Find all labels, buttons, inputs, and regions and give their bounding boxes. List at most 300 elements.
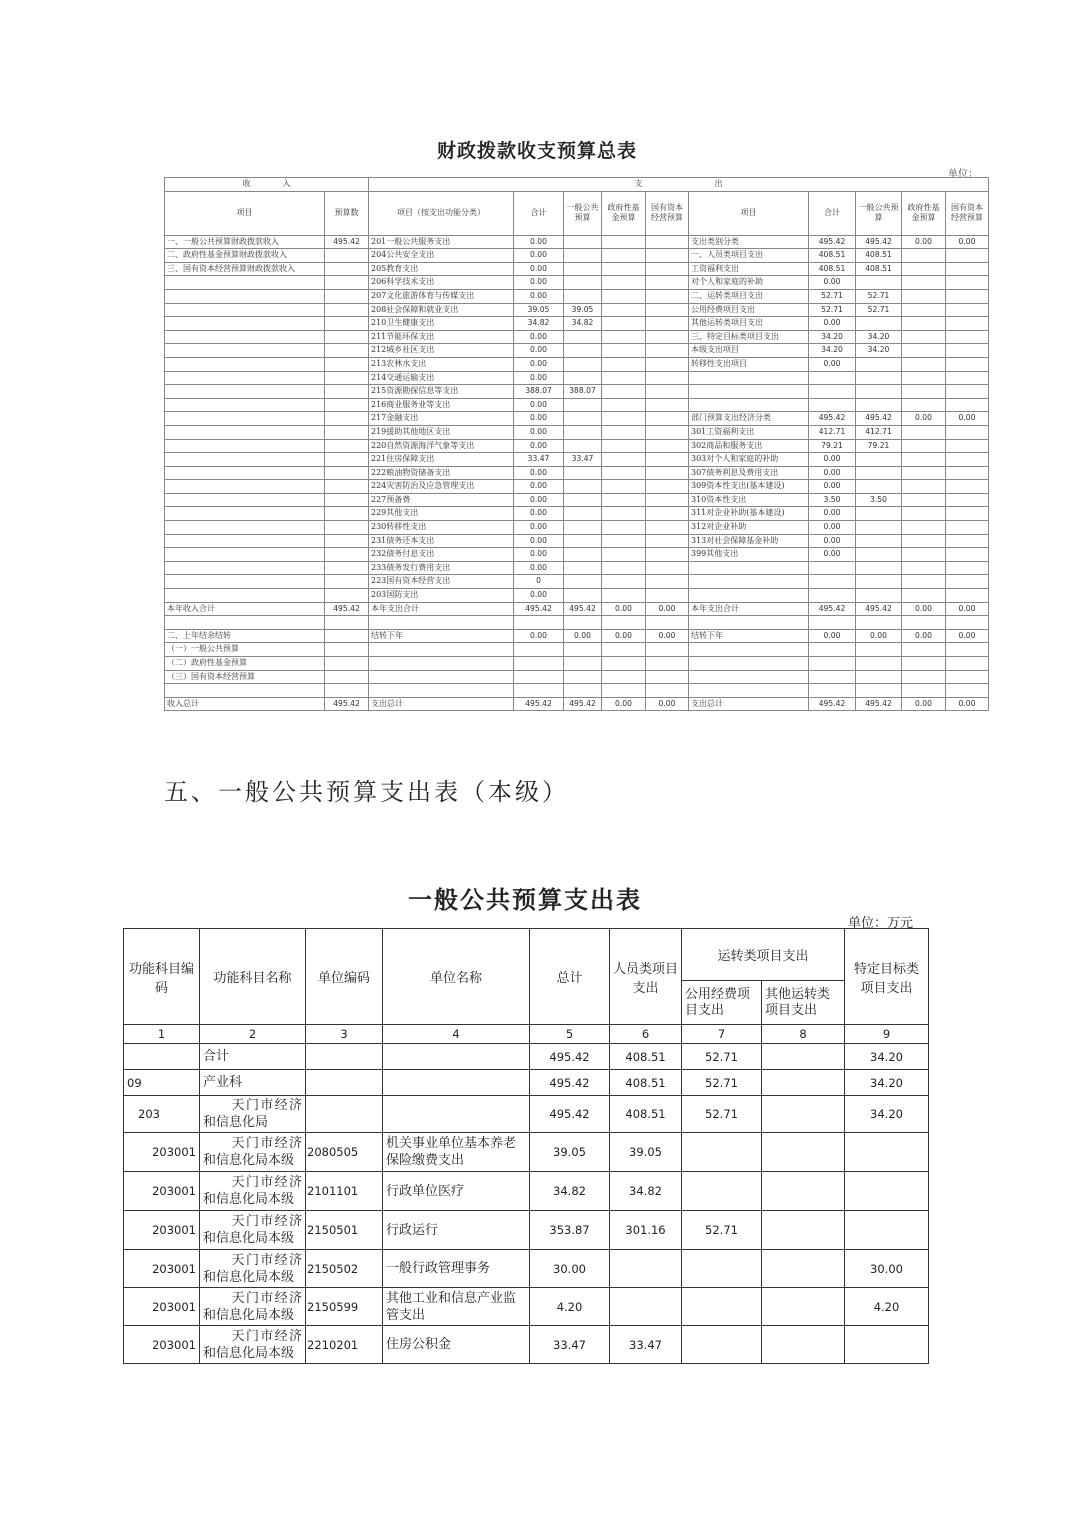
table1-cell	[946, 330, 989, 344]
col-header-govfund: 政府性基金预算	[602, 191, 646, 235]
table1-cell: 203国防支出	[369, 589, 514, 603]
table1-cell	[689, 670, 809, 684]
table1-cell	[325, 629, 369, 643]
table1-cell	[369, 657, 514, 671]
table1-cell	[602, 344, 646, 358]
table1-cell	[602, 330, 646, 344]
table2-cell-c8	[762, 1096, 845, 1133]
table1-cell	[646, 317, 689, 331]
table2-cell-c8	[762, 1250, 845, 1288]
table1-unit: 单位：	[948, 169, 978, 180]
table1-cell: 223国有资本经营支出	[369, 575, 514, 589]
table1-cell	[325, 575, 369, 589]
table1-cell	[165, 330, 325, 344]
table2-cell-c6: 408.51	[610, 1044, 682, 1070]
table1-cell	[165, 344, 325, 358]
table1-cell	[602, 521, 646, 535]
col-header-general: 一般公共预算	[564, 191, 602, 235]
table1-cell: 495.42	[564, 697, 602, 711]
table1-cell: 0.00	[946, 235, 989, 249]
table1-cell	[325, 330, 369, 344]
table1-cell	[325, 534, 369, 548]
table2-row	[124, 1070, 929, 1096]
table2-cell-c7	[682, 1326, 762, 1364]
table1-cell	[946, 317, 989, 331]
col-header-specific: 特定目标类项目支出	[845, 929, 929, 1025]
table1-cell: 224灾害防治及应急管理支出	[369, 480, 514, 494]
table1-cell	[602, 657, 646, 671]
table1-cell	[646, 262, 689, 276]
col-header-total2: 合计	[809, 191, 856, 235]
table2-cell-c9: 34.20	[845, 1096, 929, 1133]
table1-cell: 408.51	[809, 249, 856, 263]
table1-cell	[902, 561, 946, 575]
table1-row	[165, 616, 989, 630]
budget-summary-table	[164, 177, 989, 711]
table1-cell	[856, 684, 902, 698]
table1-cell: 217金融支出	[369, 412, 514, 426]
table1-cell	[946, 616, 989, 630]
table1-cell: 0.00	[514, 521, 564, 535]
table2-cell-c1: 203001	[124, 1326, 200, 1364]
table1-cell	[602, 412, 646, 426]
table1-cell	[856, 589, 902, 603]
table1-cell: 399其他支出	[689, 548, 809, 562]
table1-cell	[165, 385, 325, 399]
table2-cell-c1	[124, 1044, 200, 1070]
table1-cell: 0.00	[809, 453, 856, 467]
table1-cell: 39.05	[514, 303, 564, 317]
table2-cell-c7	[682, 1288, 762, 1326]
table1-cell	[646, 412, 689, 426]
table2-cell-c4	[383, 1096, 530, 1133]
table1-cell	[902, 317, 946, 331]
table2-cell-c4: 行政单位医疗	[383, 1172, 530, 1211]
table1-cell	[165, 303, 325, 317]
table1-cell	[646, 385, 689, 399]
table1-cell	[689, 643, 809, 657]
col-header-govfund2: 政府性基金预算	[902, 191, 946, 235]
table1-cell	[689, 575, 809, 589]
table1-cell: 388.07	[564, 385, 602, 399]
table1-cell: 0.00	[946, 602, 989, 616]
table1-cell	[564, 466, 602, 480]
table2-cell-c7: 52.71	[682, 1070, 762, 1096]
table1-cell	[564, 670, 602, 684]
table1-cell: 0.00	[809, 507, 856, 521]
table1-cell	[602, 371, 646, 385]
table1-cell	[856, 276, 902, 290]
table2-row	[124, 1133, 929, 1172]
table1-cell	[602, 276, 646, 290]
col-header-other-op: 其他运转类项目支出	[762, 981, 845, 1025]
table1-cell: 408.51	[856, 249, 902, 263]
table1-row	[165, 398, 989, 412]
table1-row	[165, 357, 989, 371]
table1-cell	[856, 507, 902, 521]
table1-cell: 34.20	[809, 344, 856, 358]
table1-cell: 33.47	[514, 453, 564, 467]
table1-cell	[946, 670, 989, 684]
table1-cell	[325, 289, 369, 303]
table1-cell	[856, 357, 902, 371]
table1-cell	[514, 616, 564, 630]
table1-cell	[165, 317, 325, 331]
table1-cell: 工资福利支出	[689, 262, 809, 276]
table1-cell	[902, 344, 946, 358]
table1-cell	[809, 670, 856, 684]
table1-cell	[902, 330, 946, 344]
table1-cell: 3.50	[856, 493, 902, 507]
table1-cell	[564, 249, 602, 263]
table1-cell	[856, 643, 902, 657]
table1-cell	[165, 425, 325, 439]
table1-row	[165, 575, 989, 589]
table1-cell	[946, 276, 989, 290]
table1-cell: 支出类别分类	[689, 235, 809, 249]
table1-group-header-row	[165, 178, 989, 192]
table1-cell: 0.00	[514, 629, 564, 643]
table1-cell	[602, 670, 646, 684]
table1-cell	[165, 684, 325, 698]
table1-cell	[946, 357, 989, 371]
table1-cell	[646, 303, 689, 317]
table1-cell: 34.82	[564, 317, 602, 331]
table1-cell	[809, 657, 856, 671]
table1-cell	[902, 425, 946, 439]
table2-cell-c1: 203	[124, 1096, 200, 1133]
table2-cell-c4: 住房公积金	[383, 1326, 530, 1364]
table1-cell	[564, 371, 602, 385]
table2-col-number-row	[124, 1025, 929, 1044]
table1-cell: 33.47	[564, 453, 602, 467]
table1-cell	[646, 425, 689, 439]
table1-cell	[902, 303, 946, 317]
table1-cell	[646, 493, 689, 507]
table1-cell: 303对个人和家庭的补助	[689, 453, 809, 467]
table1-cell	[902, 466, 946, 480]
table1-cell	[902, 371, 946, 385]
table1-cell: 本年支出合计	[689, 602, 809, 616]
table1-cell: 0.00	[902, 629, 946, 643]
table1-cell	[856, 616, 902, 630]
col-number: 2	[200, 1025, 306, 1044]
table1-cell	[646, 507, 689, 521]
col-header-unit-name: 单位名称	[383, 929, 530, 1025]
table1-cell	[165, 521, 325, 535]
table1-cell	[602, 534, 646, 548]
table1-cell: 0.00	[514, 262, 564, 276]
table1-cell: 0.00	[514, 548, 564, 562]
table1-row	[165, 289, 989, 303]
col-header-total: 总计	[530, 929, 610, 1025]
table1-cell: 233债务发行费用支出	[369, 561, 514, 575]
col-header-item: 项目	[165, 191, 325, 235]
table1-cell: 412.71	[856, 425, 902, 439]
table1-cell: 52.71	[856, 289, 902, 303]
col-header-public: 公用经费项目支出	[682, 981, 762, 1025]
table1-cell	[325, 548, 369, 562]
table1-cell	[946, 521, 989, 535]
table1-cell: 206科学技术支出	[369, 276, 514, 290]
table1-cell: 0.00	[602, 697, 646, 711]
table1-cell	[646, 249, 689, 263]
table1-cell: 408.51	[809, 262, 856, 276]
table1-cell	[165, 493, 325, 507]
table1-cell	[946, 289, 989, 303]
table1-cell: 495.42	[856, 697, 902, 711]
table1-row	[165, 425, 989, 439]
table2-row	[124, 1044, 929, 1070]
table1-cell	[602, 643, 646, 657]
table1-cell: 495.42	[856, 412, 902, 426]
table1-cell	[165, 398, 325, 412]
table1-cell	[946, 643, 989, 657]
table1-cell: 对个人和家庭的补助	[689, 276, 809, 290]
table1-row	[165, 697, 989, 711]
table1-row	[165, 466, 989, 480]
table1-cell	[602, 507, 646, 521]
table1-row	[165, 235, 989, 249]
table1-cell	[646, 589, 689, 603]
table1-cell	[325, 425, 369, 439]
table1-cell: 其他运转类项目支出	[689, 317, 809, 331]
table1-cell: 495.42	[325, 697, 369, 711]
table1-cell	[646, 289, 689, 303]
table1-cell: 0.00	[514, 493, 564, 507]
table2-cell-c3	[306, 1070, 383, 1096]
table1-cell: 0.00	[809, 534, 856, 548]
table1-cell: （一）一般公共预算	[165, 643, 325, 657]
table1-cell: 219援助其他地区支出	[369, 425, 514, 439]
table2-cell-c2: 天门市经济和信息化局本级	[200, 1211, 306, 1250]
table1-cell	[946, 398, 989, 412]
table1-cell: 52.71	[809, 289, 856, 303]
table1-cell	[856, 371, 902, 385]
table2-cell-c7: 52.71	[682, 1096, 762, 1133]
table2-unit: 单位：万元	[848, 916, 914, 931]
table1-cell: （三）国有资本经营预算	[165, 670, 325, 684]
table1-cell	[165, 534, 325, 548]
table1-cell	[325, 670, 369, 684]
table1-cell	[902, 684, 946, 698]
table2-cell-c5: 4.20	[530, 1288, 610, 1326]
table1-cell	[325, 453, 369, 467]
table1-cell: 0.00	[646, 602, 689, 616]
table1-cell: 230转移性支出	[369, 521, 514, 535]
table2-cell-c7	[682, 1133, 762, 1172]
table1-cell: 309资本性支出(基本建设)	[689, 480, 809, 494]
table1-cell	[564, 493, 602, 507]
table1-cell	[946, 657, 989, 671]
table1-cell: 495.42	[856, 602, 902, 616]
table1-cell: 408.51	[856, 262, 902, 276]
table1-cell	[856, 317, 902, 331]
table1-cell	[325, 466, 369, 480]
table1-cell	[902, 398, 946, 412]
table2-cell-c9: 4.20	[845, 1288, 929, 1326]
table1-cell	[369, 670, 514, 684]
table1-cell	[325, 317, 369, 331]
col-header-general2: 一般公共预算	[856, 191, 902, 235]
table1-cell: 0.00	[646, 697, 689, 711]
table1-cell	[856, 385, 902, 399]
table1-cell: 本年收入合计	[165, 602, 325, 616]
table1-cell	[946, 453, 989, 467]
table1-cell: 0.00	[902, 602, 946, 616]
col-number: 9	[845, 1025, 929, 1044]
table1-cell	[902, 493, 946, 507]
table2-cell-c6: 39.05	[610, 1133, 682, 1172]
table1-cell	[946, 249, 989, 263]
table1-cell	[646, 670, 689, 684]
table2-cell-c9	[845, 1211, 929, 1250]
table2-cell-c6: 408.51	[610, 1096, 682, 1133]
table1-row	[165, 412, 989, 426]
table1-cell	[564, 521, 602, 535]
table1-cell: 0.00	[946, 629, 989, 643]
table1-row	[165, 249, 989, 263]
table1-cell	[165, 412, 325, 426]
table1-cell	[809, 561, 856, 575]
table1-cell	[856, 453, 902, 467]
table1-cell: 0.00	[946, 697, 989, 711]
table1-row	[165, 507, 989, 521]
table1-cell	[325, 344, 369, 358]
table2-cell-c3	[306, 1096, 383, 1133]
table1-cell	[689, 385, 809, 399]
table1-cell	[646, 439, 689, 453]
table1-cell: 229其他支出	[369, 507, 514, 521]
table1-cell	[325, 385, 369, 399]
expense-group-header: 支 出	[369, 178, 989, 192]
table1-cell	[809, 371, 856, 385]
table1-cell	[325, 507, 369, 521]
table1-cell: 0.00	[514, 561, 564, 575]
table1-cell	[946, 548, 989, 562]
table1-cell	[514, 684, 564, 698]
table1-cell	[165, 466, 325, 480]
table1-cell	[602, 249, 646, 263]
table2-cell-c5: 30.00	[530, 1250, 610, 1288]
col-number: 7	[682, 1025, 762, 1044]
table1-cell	[856, 480, 902, 494]
table1-cell: 301工资福利支出	[689, 425, 809, 439]
table1-cell	[564, 657, 602, 671]
table1-cell: 本级支出项目	[689, 344, 809, 358]
table1-cell	[325, 684, 369, 698]
table1-cell	[946, 534, 989, 548]
table1-cell: 231债务还本支出	[369, 534, 514, 548]
table2-cell-c5: 33.47	[530, 1326, 610, 1364]
table2-cell-c8	[762, 1211, 845, 1250]
table1-row	[165, 521, 989, 535]
section-heading: 五、一般公共预算支出表（本级）	[164, 778, 569, 806]
table2-cell-c9: 30.00	[845, 1250, 929, 1288]
table1-cell: 221住房保障支出	[369, 453, 514, 467]
table1-cell: 0.00	[646, 629, 689, 643]
table1-cell: 0.00	[514, 507, 564, 521]
table1-cell: 312对企业补助	[689, 521, 809, 535]
table1-cell: 495.42	[514, 602, 564, 616]
table1-cell	[902, 262, 946, 276]
table1-cell	[369, 643, 514, 657]
table1-cell	[646, 344, 689, 358]
table1-cell: 0.00	[514, 466, 564, 480]
table1-cell	[689, 561, 809, 575]
table1-cell	[946, 371, 989, 385]
col-number: 4	[383, 1025, 530, 1044]
table1-cell	[856, 466, 902, 480]
table1-cell	[325, 276, 369, 290]
table1-cell	[325, 439, 369, 453]
table1-cell	[602, 425, 646, 439]
table1-cell	[902, 453, 946, 467]
table1-cell: 三、国有资本经营预算财政拨款收入	[165, 262, 325, 276]
table1-cell	[564, 684, 602, 698]
table1-cell	[902, 657, 946, 671]
table1-cell: 34.20	[809, 330, 856, 344]
table2-cell-c8	[762, 1172, 845, 1211]
table1-cell	[646, 534, 689, 548]
table2-cell-c6: 301.16	[610, 1211, 682, 1250]
table1-cell: 0.00	[809, 548, 856, 562]
table1-cell	[564, 412, 602, 426]
table1-cell: 495.42	[564, 602, 602, 616]
table1-cell: 二、上年结余结转	[165, 629, 325, 643]
table1-cell: 二、政府性基金预算财政拨款收入	[165, 249, 325, 263]
table1-row	[165, 371, 989, 385]
table1-cell	[809, 385, 856, 399]
col-header-stateown: 国有资本经营预算	[646, 191, 689, 235]
table2-cell-c3: 2150599	[306, 1288, 383, 1326]
table1-cell	[165, 561, 325, 575]
table1-cell	[602, 616, 646, 630]
table1-cell	[564, 235, 602, 249]
table1-row	[165, 589, 989, 603]
table1-cell: 0.00	[564, 629, 602, 643]
col-header-func-code: 功能科目编码	[124, 929, 200, 1025]
table1-cell	[325, 249, 369, 263]
table1-cell	[946, 466, 989, 480]
table1-cell: 结转下年	[689, 629, 809, 643]
col-number: 6	[610, 1025, 682, 1044]
table1-cell	[325, 357, 369, 371]
table1-cell: 495.42	[809, 412, 856, 426]
table1-cell	[325, 657, 369, 671]
table1-cell	[689, 589, 809, 603]
col-header-stateown2: 国有资本经营预算	[946, 191, 989, 235]
table1-cell	[646, 371, 689, 385]
table1-cell	[602, 398, 646, 412]
table1-cell	[564, 425, 602, 439]
table1-cell: 205教育支出	[369, 262, 514, 276]
table1-cell	[902, 616, 946, 630]
table1-cell	[564, 262, 602, 276]
table1-cell: 232债务付息支出	[369, 548, 514, 562]
table2-cell-c9: 34.20	[845, 1044, 929, 1070]
table1-cell: 52.71	[856, 303, 902, 317]
table1-row	[165, 602, 989, 616]
table1-cell	[646, 561, 689, 575]
table2-cell-c3: 2080505	[306, 1133, 383, 1172]
table2-cell-c8	[762, 1070, 845, 1096]
col-header-budget: 预算数	[325, 191, 369, 235]
table1-row	[165, 344, 989, 358]
table1-cell	[165, 439, 325, 453]
table1-row	[165, 330, 989, 344]
table1-cell	[856, 534, 902, 548]
